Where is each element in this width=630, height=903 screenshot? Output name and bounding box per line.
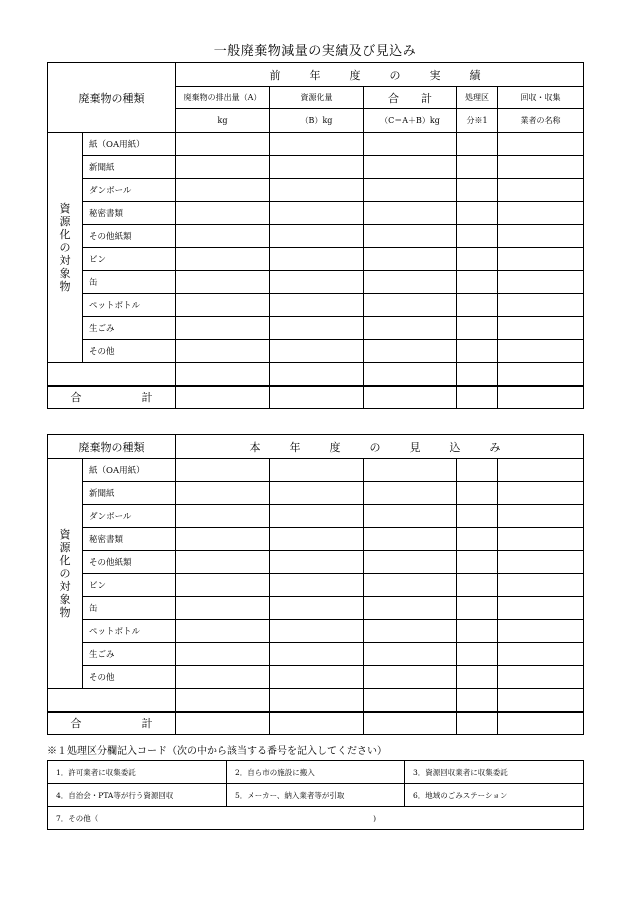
entry-cell[interactable] [270, 179, 364, 202]
entry-cell[interactable] [270, 551, 364, 574]
total-label-char: 計 [141, 391, 153, 405]
group-label-char: 資 [59, 202, 71, 215]
entry-cell[interactable] [270, 459, 364, 482]
entry-cell[interactable] [364, 459, 457, 482]
total-label [48, 386, 176, 409]
entry-cell[interactable] [498, 248, 584, 271]
entry-cell[interactable] [270, 528, 364, 551]
entry-cell[interactable] [176, 202, 270, 225]
code-3: 3．資源回収業者に収集委託 [405, 761, 584, 784]
group-label-char: 象 [59, 267, 71, 280]
waste-item-name: 新聞紙 [83, 156, 176, 179]
group-label-char: の [59, 241, 71, 254]
entry-cell[interactable] [364, 643, 457, 666]
entry-cell[interactable] [364, 317, 457, 340]
entry-cell[interactable] [457, 459, 498, 482]
entry-cell[interactable] [270, 482, 364, 505]
entry-cell[interactable] [270, 505, 364, 528]
blank-row [48, 689, 584, 712]
entry-cell[interactable] [176, 482, 270, 505]
entry-cell[interactable] [457, 689, 498, 712]
table-row [48, 133, 584, 156]
recycle-header: 資源化量 [270, 87, 364, 109]
entry-cell[interactable] [270, 317, 364, 340]
waste-item-name: ダンボール [83, 505, 176, 528]
waste-type-header: 廃棄物の種類 [48, 63, 176, 133]
entry-cell[interactable] [457, 340, 498, 363]
entry-cell[interactable] [176, 689, 270, 712]
code-1: 1．許可業者に収集委託 [48, 761, 227, 784]
entry-cell[interactable] [498, 294, 584, 317]
entry-cell[interactable] [498, 574, 584, 597]
waste-item-name: 紙（OA用紙） [83, 459, 176, 482]
total-cell[interactable] [498, 712, 584, 735]
waste-item-name: 缶 [83, 271, 176, 294]
entry-cell[interactable] [364, 597, 457, 620]
entry-cell[interactable] [176, 248, 270, 271]
total-cell[interactable] [176, 712, 270, 735]
total-label-char: 合 [70, 391, 82, 405]
total-cell[interactable] [457, 386, 498, 409]
entry-cell[interactable] [270, 133, 364, 156]
entry-cell[interactable] [498, 225, 584, 248]
entry-cell[interactable] [498, 156, 584, 179]
entry-cell[interactable] [364, 248, 457, 271]
table-row [48, 294, 584, 317]
entry-cell[interactable] [498, 689, 584, 712]
entry-cell[interactable] [364, 689, 457, 712]
group-label-char: 象 [59, 593, 71, 606]
waste-item-name: ペットボトル [83, 294, 176, 317]
entry-cell[interactable] [270, 363, 364, 386]
entry-cell[interactable] [270, 202, 364, 225]
entry-cell[interactable] [498, 505, 584, 528]
category-note: 分※1 [457, 109, 498, 133]
entry-cell[interactable] [457, 363, 498, 386]
waste-item-name: 秘密書類 [83, 202, 176, 225]
total-row [48, 386, 584, 409]
entry-cell[interactable] [498, 551, 584, 574]
entry-cell[interactable] [457, 202, 498, 225]
entry-cell[interactable] [498, 363, 584, 386]
entry-cell[interactable] [498, 202, 584, 225]
entry-cell[interactable] [498, 271, 584, 294]
entry-cell[interactable] [364, 156, 457, 179]
entry-cell[interactable] [498, 317, 584, 340]
entry-cell[interactable] [364, 551, 457, 574]
category-code-table [47, 760, 584, 830]
entry-cell[interactable] [176, 340, 270, 363]
table-row [48, 202, 584, 225]
entry-cell[interactable] [176, 597, 270, 620]
entry-cell[interactable] [176, 225, 270, 248]
entry-cell[interactable] [457, 597, 498, 620]
entry-cell[interactable] [176, 574, 270, 597]
waste-item-name: その他紙類 [83, 551, 176, 574]
waste-item-name: その他 [83, 340, 176, 363]
table-row [48, 482, 584, 505]
entry-cell[interactable] [364, 363, 457, 386]
total-cell[interactable] [457, 712, 498, 735]
waste-item-name: 紙（OA用紙） [83, 133, 176, 156]
code-7-label: 7．その他（ [56, 813, 99, 823]
group-label-char: 化 [59, 228, 71, 241]
entry-cell[interactable] [498, 133, 584, 156]
category-header: 処理区 [457, 87, 498, 109]
waste-item-name: その他紙類 [83, 225, 176, 248]
total-row [48, 712, 584, 735]
table-row [48, 597, 584, 620]
discharge-header: 廃棄物の排出量（A） [176, 87, 270, 109]
waste-item-name: 生ごみ [83, 317, 176, 340]
entry-cell[interactable] [457, 551, 498, 574]
group-label-char: 物 [59, 606, 71, 619]
entry-cell[interactable] [176, 551, 270, 574]
discharge-unit: kg [176, 109, 270, 133]
waste-item-name: 生ごみ [83, 643, 176, 666]
previous-year-header: 前 年 度 の 実 績 [176, 63, 584, 87]
entry-cell[interactable] [457, 271, 498, 294]
waste-item-name: ペットボトル [83, 620, 176, 643]
entry-cell[interactable] [364, 202, 457, 225]
entry-cell[interactable] [364, 620, 457, 643]
current-year-table [47, 434, 584, 735]
waste-item-name: ビン [83, 248, 176, 271]
total-header: 合 計 [364, 87, 457, 109]
blank-label-cell[interactable] [48, 689, 176, 712]
entry-cell[interactable] [176, 294, 270, 317]
entry-cell[interactable] [457, 666, 498, 689]
entry-cell[interactable] [176, 459, 270, 482]
total-cell[interactable] [176, 386, 270, 409]
entry-cell[interactable] [176, 271, 270, 294]
table-row [48, 248, 584, 271]
entry-cell[interactable] [498, 666, 584, 689]
entry-cell[interactable] [457, 294, 498, 317]
table-row [48, 620, 584, 643]
previous-year-table [47, 62, 584, 409]
entry-cell[interactable] [364, 574, 457, 597]
entry-cell[interactable] [270, 340, 364, 363]
entry-cell[interactable] [364, 271, 457, 294]
entry-cell[interactable] [364, 666, 457, 689]
total-cell[interactable] [364, 712, 457, 735]
entry-cell[interactable] [457, 528, 498, 551]
table-row [48, 666, 584, 689]
entry-cell[interactable] [270, 294, 364, 317]
entry-cell[interactable] [270, 225, 364, 248]
entry-cell[interactable] [364, 133, 457, 156]
entry-cell[interactable] [270, 248, 364, 271]
code-7-close: ) [373, 813, 376, 823]
entry-cell[interactable] [176, 156, 270, 179]
entry-cell[interactable] [364, 294, 457, 317]
entry-cell[interactable] [457, 225, 498, 248]
entry-cell[interactable] [176, 317, 270, 340]
group-label-char: 源 [59, 215, 71, 228]
recyclable-group-label [48, 459, 83, 689]
entry-cell[interactable] [457, 317, 498, 340]
entry-cell[interactable] [176, 620, 270, 643]
recyclable-group-label [48, 133, 83, 363]
table-row [48, 340, 584, 363]
entry-cell[interactable] [364, 482, 457, 505]
entry-cell[interactable] [270, 574, 364, 597]
table-row [48, 179, 584, 202]
waste-item-name: 新聞紙 [83, 482, 176, 505]
entry-cell[interactable] [176, 505, 270, 528]
group-label-char: 対 [59, 254, 71, 267]
total-cell[interactable] [498, 386, 584, 409]
entry-cell[interactable] [364, 179, 457, 202]
code-2: 2．自ら市の施設に搬入 [227, 761, 405, 784]
table-row [48, 528, 584, 551]
table-row [48, 551, 584, 574]
waste-item-name: ビン [83, 574, 176, 597]
waste-item-name: 秘密書類 [83, 528, 176, 551]
entry-cell[interactable] [498, 340, 584, 363]
waste-type-header: 廃棄物の種類 [48, 435, 176, 459]
waste-item-name: ダンボール [83, 179, 176, 202]
entry-cell[interactable] [270, 156, 364, 179]
table-row [48, 574, 584, 597]
entry-cell[interactable] [498, 597, 584, 620]
code-5: 5．メーカー、納入業者等が引取 [227, 784, 405, 807]
waste-item-name: その他 [83, 666, 176, 689]
group-label-char: 物 [59, 280, 71, 293]
entry-cell[interactable] [457, 248, 498, 271]
waste-item-name: 缶 [83, 597, 176, 620]
table-row [48, 317, 584, 340]
entry-cell[interactable] [457, 156, 498, 179]
table-row [48, 459, 584, 482]
entry-cell[interactable] [270, 689, 364, 712]
recycle-unit: （B）kg [270, 109, 364, 133]
entry-cell[interactable] [364, 528, 457, 551]
group-label-char: 化 [59, 554, 71, 567]
blank-row [48, 363, 584, 386]
entry-cell[interactable] [457, 620, 498, 643]
table-row [48, 643, 584, 666]
total-unit: （C＝A＋B）kg [364, 109, 457, 133]
entry-cell[interactable] [364, 505, 457, 528]
entry-cell[interactable] [498, 620, 584, 643]
entry-cell[interactable] [176, 179, 270, 202]
total-cell[interactable] [270, 386, 364, 409]
entry-cell[interactable] [498, 179, 584, 202]
group-label-char: 資 [59, 528, 71, 541]
blank-label-cell[interactable] [48, 363, 176, 386]
code-7 [48, 807, 584, 830]
entry-cell[interactable] [457, 574, 498, 597]
category-code-note: ※１処理区分欄記入コード（次の中から該当する番号を記入してください） [47, 746, 387, 757]
page-title: 一般廃棄物減量の実績及び見込み [213, 44, 417, 59]
table-row [48, 505, 584, 528]
entry-cell[interactable] [457, 643, 498, 666]
entry-cell[interactable] [176, 133, 270, 156]
total-label-char: 合 [70, 717, 82, 731]
entry-cell[interactable] [364, 340, 457, 363]
table-row [48, 156, 584, 179]
total-cell[interactable] [270, 712, 364, 735]
entry-cell[interactable] [176, 643, 270, 666]
entry-cell[interactable] [457, 179, 498, 202]
entry-cell[interactable] [498, 482, 584, 505]
group-label-char: 源 [59, 541, 71, 554]
entry-cell[interactable] [457, 133, 498, 156]
table-row [48, 225, 584, 248]
entry-cell[interactable] [176, 666, 270, 689]
entry-cell[interactable] [364, 225, 457, 248]
table-row [48, 271, 584, 294]
collector-header: 回収・収集 [498, 87, 584, 109]
entry-cell[interactable] [270, 620, 364, 643]
entry-cell[interactable] [498, 528, 584, 551]
total-label [48, 712, 176, 735]
entry-cell[interactable] [176, 528, 270, 551]
entry-cell[interactable] [498, 643, 584, 666]
entry-cell[interactable] [457, 505, 498, 528]
entry-cell[interactable] [270, 666, 364, 689]
code-4: 4．自治会・PTA等が行う資源回収 [48, 784, 227, 807]
total-label-char: 計 [141, 717, 153, 731]
total-cell[interactable] [364, 386, 457, 409]
entry-cell[interactable] [457, 482, 498, 505]
entry-cell[interactable] [498, 459, 584, 482]
group-label-char: 対 [59, 580, 71, 593]
code-6: 6．地域のごみステーション [405, 784, 584, 807]
entry-cell[interactable] [270, 597, 364, 620]
group-label-char: の [59, 567, 71, 580]
entry-cell[interactable] [270, 643, 364, 666]
collector-name-header: 業者の名称 [498, 109, 584, 133]
current-year-header: 本 年 度 の 見 込 み [176, 435, 584, 459]
entry-cell[interactable] [176, 363, 270, 386]
entry-cell[interactable] [270, 271, 364, 294]
